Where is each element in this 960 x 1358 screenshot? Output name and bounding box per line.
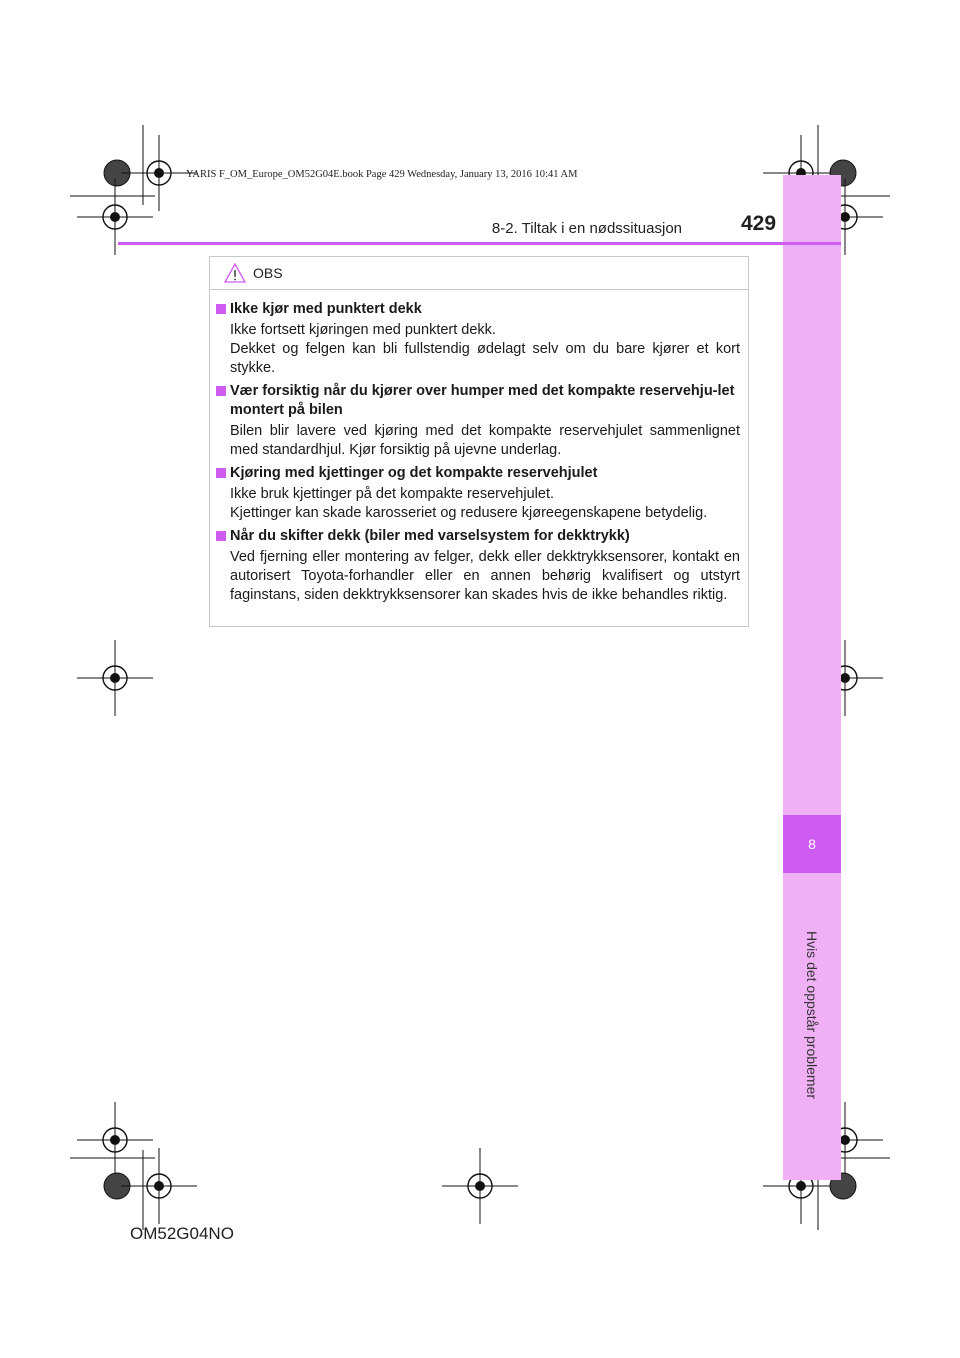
caution-header xyxy=(210,257,748,290)
print-info: YARIS F_OM_Europe_OM52G04E.book Page 429 Wednesday, January 13, 2016 10:41 AM xyxy=(186,169,578,180)
header-rule xyxy=(118,242,841,245)
section-title: 8-2. Tiltak i en nødssituasjon xyxy=(491,220,682,237)
document-code: OM52G04NO xyxy=(130,1224,234,1243)
caution-body xyxy=(210,290,748,605)
caution-item xyxy=(216,527,740,605)
caution-item-text: Bilen blir lavere ved kjøring med det kompakte reservehjulet sammenlignet med standardhjul. Kjør forsiktig på ujevne underlag. xyxy=(230,423,740,458)
caution-item-title: Kjøring med kjettinger og det kompakte reservehjulet xyxy=(230,465,598,481)
square-bullet-icon xyxy=(216,468,226,478)
warning-triangle-icon xyxy=(224,263,246,283)
caution-title: OBS xyxy=(253,265,283,281)
caution-item-title: Når du skifter dekk (biler med varselsystem for dekktrykk) xyxy=(230,528,630,544)
chapter-number: 8 xyxy=(783,815,841,873)
caution-item-title: Vær forsiktig når du kjører over humper med det kompakte reservehju-let montert på bilen xyxy=(230,383,735,418)
caution-item-title: Ikke kjør med punktert dekk xyxy=(230,301,422,317)
square-bullet-icon xyxy=(216,304,226,314)
caution-item-text: Ikke bruk kjettinger på det kompakte reservehjulet. Kjettinger kan skade karosseriet og redusere kjøreegenskapene betydelig. xyxy=(230,486,708,521)
caution-item-text: Ved fjerning eller montering av felger, dekk eller dekktrykksensorer, kontakt en autorisert Toyota-forhandler eller en annen behørig kvalifisert og utstyrt faginstans, siden dekktrykksensorer kan skades hvis de ikke behandles riktig. xyxy=(230,549,740,603)
chapter-title: Hvis det oppstår problemer xyxy=(804,930,820,1100)
caution-item-text: Ikke fortsett kjøringen med punktert dekk. Dekket og felgen kan bli fullstendig ødelagt selv om du bare kjører et kort stykke. xyxy=(230,322,740,376)
square-bullet-icon xyxy=(216,386,226,396)
caution-item xyxy=(216,300,740,378)
caution-box xyxy=(209,256,749,627)
square-bullet-icon xyxy=(216,531,226,541)
caution-item xyxy=(216,382,740,460)
caution-item xyxy=(216,464,740,523)
page-number: 429 xyxy=(741,212,777,235)
